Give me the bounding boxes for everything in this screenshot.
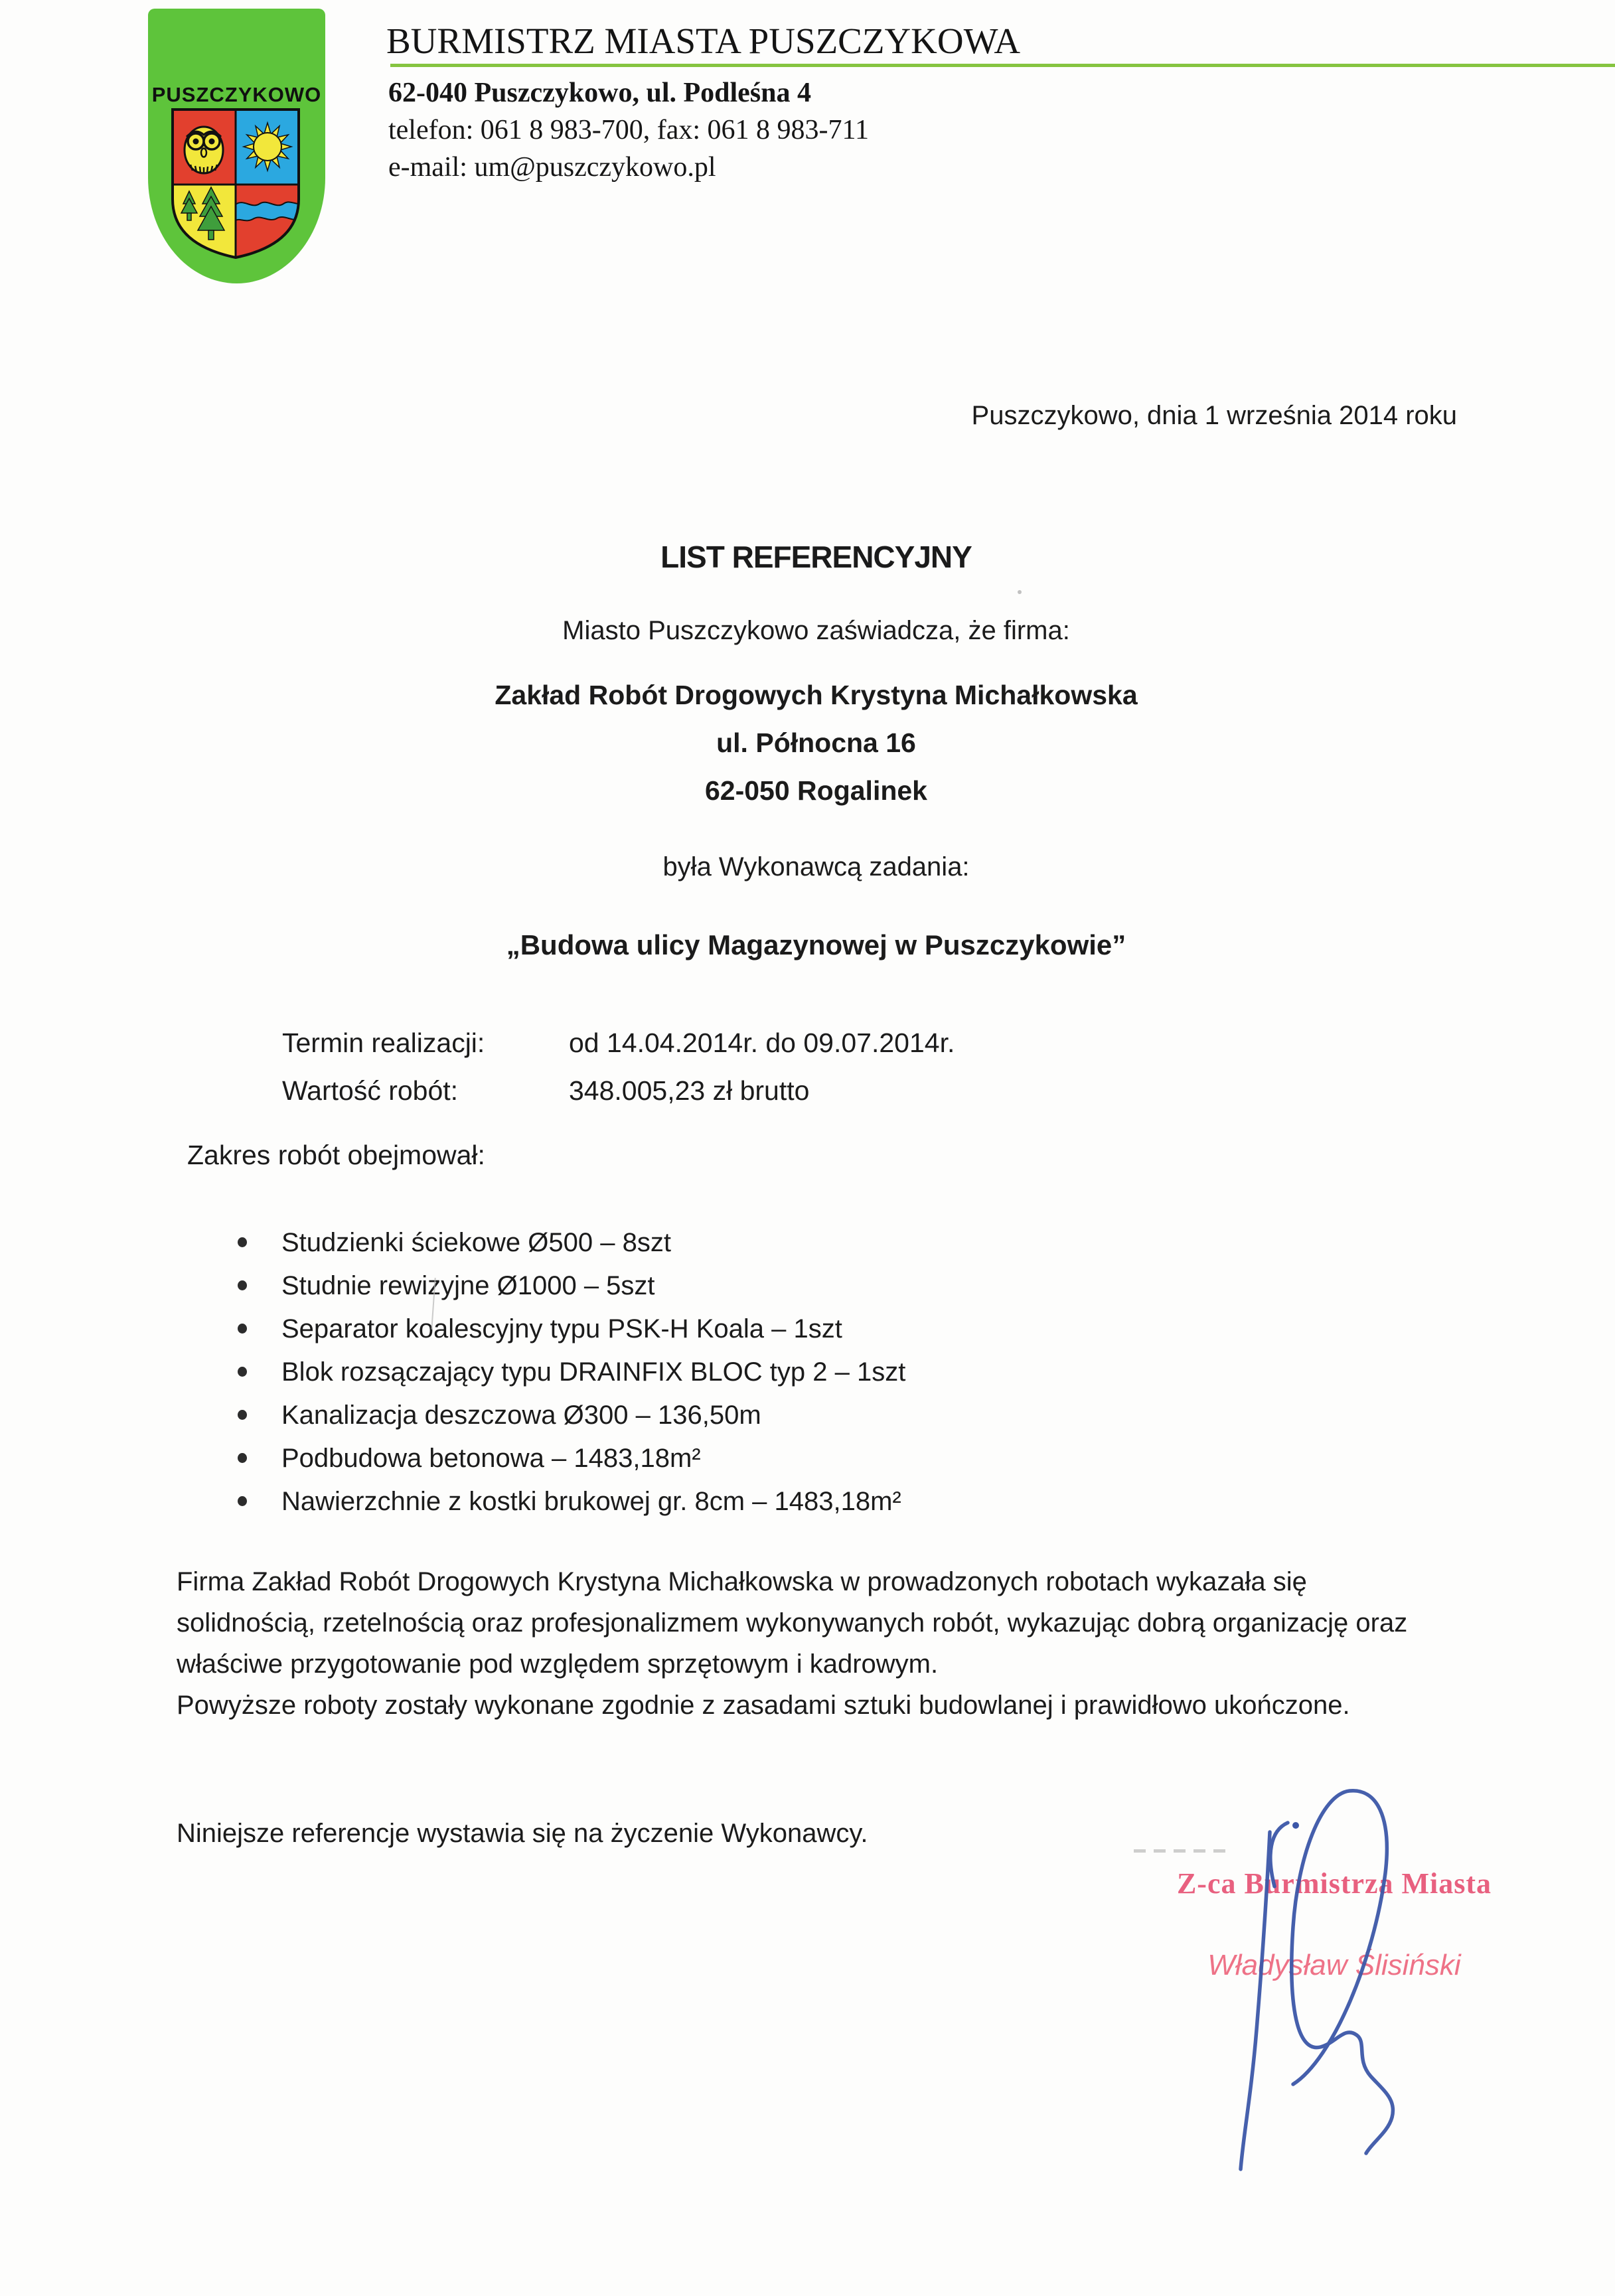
address-line-3: e-mail: um@puszczykowo.pl (388, 152, 716, 183)
closing-line: Niniejsze referencje wystawia się na życzenie Wykonawcy. (177, 1819, 868, 1848)
scan-artifact-dot (1018, 590, 1022, 594)
bullet-dot (238, 1496, 247, 1506)
reference-paragraph (177, 1561, 1498, 1726)
stamp-name: Władysław Ślisiński (1207, 1949, 1461, 1981)
bullet-dot (238, 1237, 247, 1247)
bullet-text: Studzienki ściekowe Ø500 – 8szt (281, 1228, 671, 1257)
bullet-dot (238, 1280, 247, 1290)
paragraph-line: Powyższe roboty zostały wykonane zgodnie z zasadami sztuki budowlanej i prawidłowo ukończone. (177, 1691, 1350, 1720)
term-value: od 14.04.2014r. do 09.07.2014r. (569, 1028, 955, 1058)
address-line-2: telefon: 061 8 983-700, fax: 061 8 983-711 (388, 115, 869, 145)
value-value: 348.005,23 zł brutto (569, 1075, 810, 1106)
bullet-text: Separator koalescyjny typu PSK-H Koala – 1szt (281, 1314, 842, 1343)
owl-icon (185, 127, 223, 173)
bullet-text: Studnie rewizyjne Ø1000 – 5szt (281, 1271, 655, 1300)
company-name: Zakład Robót Drogowych Krystyna Michałkowska (495, 680, 1138, 710)
header-title: BURMISTRZ MIASTA PUSZCZYKOWA (386, 21, 1021, 61)
date-line: Puszczykowo, dnia 1 września 2014 roku (971, 401, 1457, 430)
header-divider (390, 64, 1615, 67)
doc-title: LIST REFERENCYJNY (660, 540, 972, 574)
company-city: 62-050 Rogalinek (705, 775, 927, 806)
bullet-text: Kanalizacja deszczowa Ø300 – 136,50m (281, 1401, 761, 1430)
term-label: Termin realizacji: (282, 1028, 485, 1058)
address-line-1: 62-040 Puszczykowo, ul. Podleśna 4 (388, 78, 812, 108)
role-line: była Wykonawcą zadania: (662, 852, 970, 881)
river-icon (236, 202, 301, 220)
signature-stroke (1270, 1823, 1288, 1886)
signature-stroke (1241, 1832, 1270, 2169)
bullet-text: Nawierzchnie z kostki brukowej gr. 8cm – 1483,18m² (281, 1487, 901, 1516)
handwritten-signature (1128, 1759, 1460, 2190)
city-logo-label: PUSZCZYKOWO (151, 83, 322, 106)
coat-of-arms (169, 106, 303, 261)
paragraph-line: solidnością, rzetelnością oraz profesjonalizmem wykonywanych robót, wykazując dobrą organizację oraz (177, 1608, 1408, 1638)
value-label: Wartość robót: (282, 1075, 459, 1106)
city-logo (148, 9, 325, 283)
bullet-dot (238, 1453, 247, 1463)
project-title: „Budowa ulicy Magazynowej w Puszczykowie” (506, 929, 1126, 960)
bullet-dot (238, 1410, 247, 1420)
intro-line: Miasto Puszczykowo zaświadcza, że firma: (562, 616, 1070, 645)
signature-dot (1292, 1822, 1299, 1829)
paragraph-line: właściwe przygotowanie pod względem sprzętowym i kadrowym. (177, 1649, 939, 1679)
scope-heading: Zakres robót obejmował: (187, 1140, 485, 1170)
stamp-title: Z-ca Burmistrza Miasta (1176, 1867, 1492, 1900)
bullet-dot (238, 1367, 247, 1377)
company-street: ul. Północna 16 (716, 727, 916, 758)
signature-stroke (1292, 1791, 1393, 2153)
bullet-text: Blok rozsączający typu DRAINFIX BLOC typ 2 – 1szt (281, 1357, 906, 1387)
bullet-text: Podbudowa betonowa – 1483,18m² (281, 1444, 701, 1473)
bullet-dot (238, 1324, 247, 1334)
paragraph-line: Firma Zakład Robót Drogowych Krystyna Michałkowska w prowadzonych robotach wykazała się (177, 1567, 1307, 1596)
